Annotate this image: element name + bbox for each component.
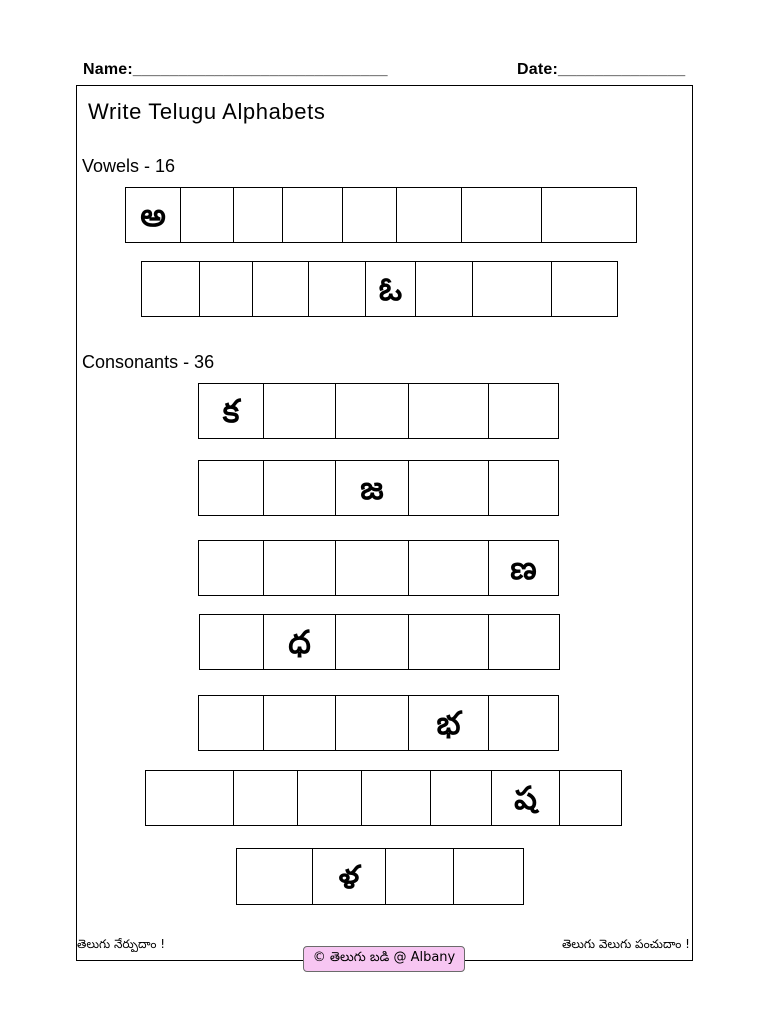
- writing-box: [237, 849, 312, 904]
- writing-box: [408, 541, 488, 595]
- writing-box: [541, 188, 636, 242]
- writing-box: [551, 262, 617, 316]
- writing-box: [142, 262, 199, 316]
- writing-box: [282, 188, 342, 242]
- writing-box: [453, 849, 523, 904]
- letter-cell: భ: [408, 696, 488, 750]
- writing-box: [199, 262, 252, 316]
- copyright-badge: [303, 946, 465, 972]
- writing-box: [559, 771, 621, 825]
- consonant-row-1: [198, 383, 559, 439]
- writing-box: [200, 615, 263, 669]
- writing-box: [335, 384, 408, 438]
- writing-box: [396, 188, 461, 242]
- writing-box: [263, 541, 335, 595]
- writing-box: [488, 696, 558, 750]
- writing-box: [335, 615, 408, 669]
- writing-box: [488, 615, 559, 669]
- writing-box: [199, 696, 263, 750]
- writing-box: [233, 188, 282, 242]
- writing-box: [233, 771, 297, 825]
- writing-box: [361, 771, 430, 825]
- writing-box: [263, 461, 335, 515]
- consonant-row-5: [198, 695, 559, 751]
- writing-box: [461, 188, 541, 242]
- writing-box: [308, 262, 365, 316]
- vowel-row-2: [141, 261, 618, 317]
- writing-box: [335, 541, 408, 595]
- writing-box: [297, 771, 361, 825]
- writing-box: [199, 461, 263, 515]
- footer-right-slogan: తెలుగు వెలుగు పంచుదాం !: [561, 937, 690, 951]
- footer-left-slogan: తెలుగు నేర్పుదాం !: [77, 937, 166, 951]
- consonant-row-7: [236, 848, 524, 905]
- letter-cell: ళ: [312, 849, 385, 904]
- writing-box: [415, 262, 472, 316]
- writing-box: [385, 849, 453, 904]
- consonant-row-2: [198, 460, 559, 516]
- writing-box: [430, 771, 491, 825]
- letter-cell: క: [222, 392, 240, 430]
- writing-box: [252, 262, 308, 316]
- letter-cell: అ: [140, 196, 166, 234]
- letter-cell: ధ: [263, 615, 335, 669]
- letter-cell: ణ: [488, 541, 558, 595]
- writing-box: [263, 696, 335, 750]
- writing-box: [472, 262, 551, 316]
- writing-box: [263, 384, 335, 438]
- letter-cell: ష: [491, 771, 559, 825]
- consonants-heading: Consonants - 36: [82, 352, 215, 372]
- consonant-row-6: [145, 770, 622, 826]
- name-field-label: Name:____________________________: [83, 61, 388, 78]
- copyright-badge-text: © తెలుగు బడి @ Albany: [312, 950, 456, 965]
- vowels-heading: Vowels - 16: [82, 156, 176, 176]
- writing-box: [335, 696, 408, 750]
- date-field-label: Date:______________: [517, 61, 686, 78]
- worksheet-title: Write Telugu Alphabets: [88, 99, 326, 124]
- consonant-row-4: [199, 614, 560, 670]
- writing-box: [488, 384, 558, 438]
- writing-box: [488, 461, 558, 515]
- writing-box: [342, 188, 396, 242]
- writing-box: [408, 461, 488, 515]
- vowel-row-1: [125, 187, 637, 243]
- consonant-row-3: [198, 540, 559, 596]
- letter-cell: ఓ: [365, 262, 415, 316]
- writing-box: [408, 615, 488, 669]
- letter-cell: జ: [335, 461, 408, 515]
- writing-box: [146, 771, 233, 825]
- writing-box: [199, 541, 263, 595]
- writing-box: [408, 384, 488, 438]
- writing-box: [180, 188, 233, 242]
